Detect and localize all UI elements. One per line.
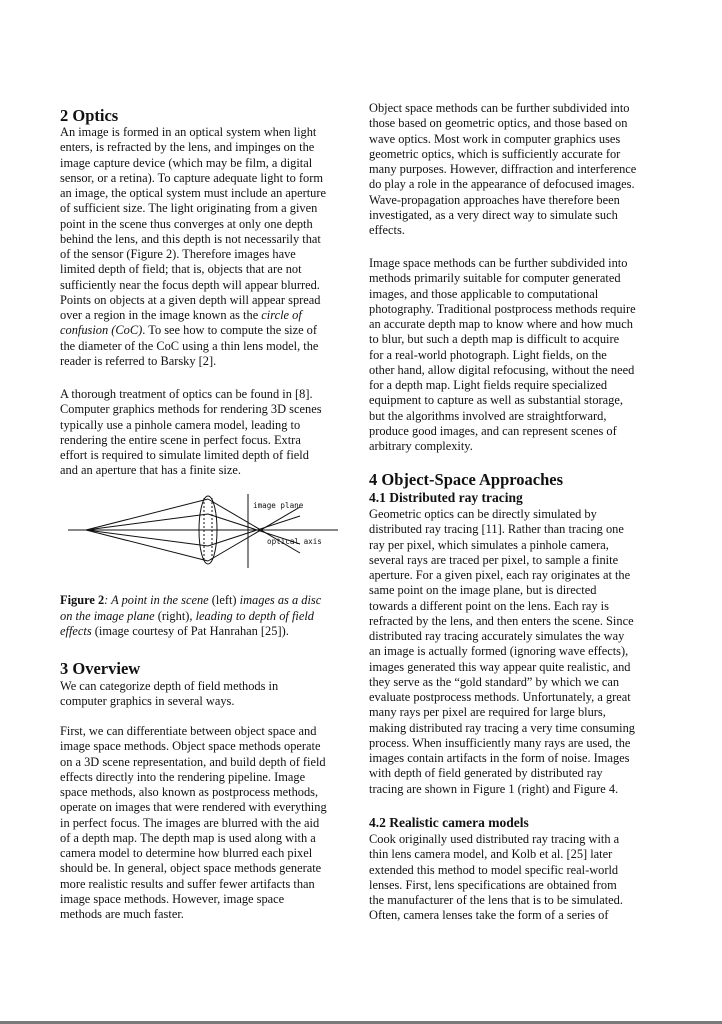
text-line: ray per pixel, which simulates a pinhole camera, (369, 537, 609, 552)
text-line: space methods, also known as postprocess methods, (60, 785, 319, 799)
text-line: thin lens camera model, and Kolb et al. [25] later (369, 847, 613, 862)
caption-run: , leading to depth of field (189, 608, 314, 623)
text-line: over a region in the image known as the circle of (60, 308, 302, 322)
caption-run: : A point in the scene (104, 593, 212, 607)
text-line: First, we can differentiate between object space and (60, 724, 317, 738)
object-space-paragraph (369, 101, 636, 238)
text-line: image space methods. However, image space (60, 891, 285, 906)
text-line: arbitrary complexity. (369, 439, 473, 453)
text-line: evaluate postprocess methods. Unfortunately, a great (369, 690, 631, 704)
text-line: for a depth map. Light fields require specialized (369, 378, 608, 392)
text-line: Cook originally used distributed ray tracing with a (369, 832, 620, 846)
text-line: the diameter of the CoC using a thin lens model, the (60, 338, 319, 353)
section-heading-object-space: 4 Object-Space Approaches (369, 470, 564, 489)
caption-run: effects (60, 624, 95, 638)
text-line: an image is actually formed (ignoring wave effects), (369, 644, 629, 659)
text-line: for a real-world photograph. Light fields, on the (369, 347, 607, 362)
caption-run: (image courtesy of Pat Hanrahan [25]). (94, 624, 289, 638)
text-line: limited depth of field; that is, objects that are not (60, 262, 302, 277)
text-line: photography. Traditional postprocess methods require (369, 301, 636, 316)
caption-run: on the image plane (60, 608, 158, 623)
subsection-heading-realistic-camera: 4.2 Realistic camera models (369, 815, 529, 830)
text-line: Wave-propagation approaches have therefore been (369, 192, 620, 207)
text-line: the manufacturer of the lens that is to be simulated. (369, 893, 623, 907)
text-line: distributed ray tracing accurately simulates the way (369, 629, 625, 643)
realistic-camera-paragraph (369, 832, 623, 924)
text-line: more realistic results and suffer fewer artifacts than (60, 876, 315, 891)
text-line: refracted by the lens, and then enters the scene. Since (369, 613, 634, 628)
text-line: same point on the image plane, but is directed (369, 583, 597, 598)
text-line: A thorough treatment of optics can be found in [8]. (60, 387, 313, 401)
text-line: Image space methods can be further subdivided into (369, 256, 628, 270)
ray-upper-inner-left (86, 514, 208, 530)
text-line: images contain artifacts in the form of noise. Images (369, 751, 630, 765)
optics-paragraph-1 (60, 125, 326, 369)
text-line: several rays are traced per pixel, to sample a finite (369, 552, 619, 567)
text-line: effects. (369, 223, 405, 237)
text-line: image space methods. Object space methods operate (60, 739, 321, 754)
distributed-ray-tracing-paragraph (369, 507, 635, 797)
text-line: to blur, but such a depth map is difficult to acquire (369, 332, 620, 347)
text-line: sensor, or a retina). To capture adequate light to form (60, 170, 323, 185)
caption-run: (right) (157, 608, 190, 623)
overview-paragraph-1 (60, 679, 278, 710)
text-line: point in the scene thus converges at only one depth (60, 216, 313, 231)
text-line: geometric optics, which is sufficiently accurate for (369, 146, 621, 161)
text-line: image capture device (which may be film, a digital (60, 155, 313, 170)
text-line: those based on geometric optics, and those based on (369, 116, 628, 131)
text-line: tracing are shown in Figure 1 (right) and Figure 4. (369, 781, 619, 796)
text-line: towards a different point on the lens. Each ray is (369, 598, 609, 613)
ray-upper-left (86, 499, 208, 530)
text-line: images generated this way appear quite realistic, and (369, 659, 631, 674)
text-line: enters, is refracted by the lens, and impinges on the (60, 140, 315, 155)
text-line: process. When insufficiently many rays are used, the (369, 735, 631, 750)
text-line: rendering the entire scene in perfect focus. Extra (60, 432, 301, 447)
text-line: computer graphics in several ways. (60, 694, 235, 709)
text-line: images, and those applicable to computational (369, 286, 599, 301)
optics-paragraph-2 (60, 387, 322, 479)
text-line: effects directly into the rendering pipeline. Image (60, 769, 306, 784)
text-line: camera model to determine how blurred each pixel (60, 846, 313, 860)
text-line: Object space methods can be further subdivided into (369, 101, 630, 115)
text-line: behind the lens, and this depth is not necessarily that (60, 231, 321, 246)
text-line: Geometric optics can be directly simulated by (369, 507, 597, 521)
text-line: with depth of field generated by distributed ray (369, 766, 603, 781)
text-line: produce good images, and can represent scenes of (369, 423, 617, 438)
text-line: distributed ray tracing [11]. Rather than tracing one (369, 522, 624, 537)
lens-diagram-figure (68, 492, 338, 582)
text-line: effort is required to simulate limited depth of field (60, 448, 309, 462)
caption-line (60, 609, 321, 625)
text-line: operate on images that were rendered with everything (60, 800, 327, 815)
text-line: equipment to capture as well as substantial storage, (369, 393, 623, 408)
text-line: making distributed ray tracing a very time consuming (369, 720, 635, 735)
caption-line (60, 624, 321, 640)
text-line: lenses. First, lens specifications are obtained from (369, 877, 617, 892)
ray-lower-right (208, 507, 300, 561)
text-line: in perfect focus. The images are blurred with the aid (60, 815, 320, 830)
text-line: wave optics. Most work in computer graphics uses (369, 131, 621, 146)
text-line: Points on objects at a given depth will appear spread (60, 292, 321, 307)
subsection-heading-distributed-ray-tracing: 4.1 Distributed ray tracing (369, 490, 523, 505)
text-line: aperture. For a given pixel, each ray originates at the (369, 568, 631, 582)
figure-2-caption (60, 593, 321, 640)
ray-lower-inner-left (86, 530, 208, 546)
text-line: confusion (CoC). To see how to compute the size of (60, 323, 318, 338)
text-line: on a 3D scene representation, and build depth of field (60, 754, 326, 769)
text-line: but the algorithms involved are straightforward, (369, 408, 607, 423)
text-line: Often, camera lenses take the form of a series of (369, 908, 609, 923)
text-line: of sufficient size. The light originating from a given (60, 201, 318, 216)
text-line: an accurate depth map to know where and how much (369, 317, 633, 331)
text-line: many rays per pixel are required for large blurs, (369, 705, 606, 720)
image-space-paragraph (369, 256, 636, 454)
text-line: extended this method to model specific real-world (369, 862, 619, 877)
section-heading-optics: 2 Optics (60, 106, 119, 125)
label-image-plane: image plane (253, 501, 304, 510)
text-line: of the sensor (Figure 2). Therefore images have (60, 247, 296, 261)
text-line: methods are much faster. (60, 907, 184, 921)
text-line: Computer graphics methods for rendering 3D scenes (60, 402, 322, 417)
text-line: and an aperture that has a finite size. (60, 463, 241, 478)
text-line: methods primarily suitable for computer generated (369, 271, 621, 286)
text-line: reader is referred to Barsky [2]. (60, 353, 217, 368)
caption-line (60, 593, 321, 609)
text-line: investigated, as a very direct way to simulate such (369, 207, 618, 222)
ray-lower-left (86, 530, 208, 561)
section-heading-overview: 3 Overview (60, 659, 141, 678)
text-line: We can categorize depth of field methods in (60, 679, 279, 693)
text-line: other hand, allow digital refocusing, without the need (369, 362, 635, 377)
text-line: An image is formed in an optical system when light (60, 125, 317, 139)
text-line: many purposes. However, diffraction and interference (369, 162, 637, 176)
caption-run: (left) (211, 593, 240, 607)
caption-run: images as a disc (239, 593, 322, 607)
overview-paragraph-2 (60, 724, 327, 922)
text-line: they serve as the “gold standard” by which we can (369, 674, 620, 689)
text-line: should be. In general, object space methods generate (60, 861, 322, 876)
text-line: an image, the optical system must include an aperture (60, 186, 326, 200)
label-optical-axis: optical axis (267, 537, 322, 546)
caption-run: Figure 2 (60, 593, 105, 607)
text-line: sufficiently near the focus depth will appear blurred. (60, 277, 320, 292)
text-line: do play a role in the appearance of defocused images. (369, 177, 635, 192)
text-line: typically use a pinhole camera model, leading to (60, 417, 301, 432)
text-line: of a depth map. The depth map is used along with a (60, 830, 316, 845)
